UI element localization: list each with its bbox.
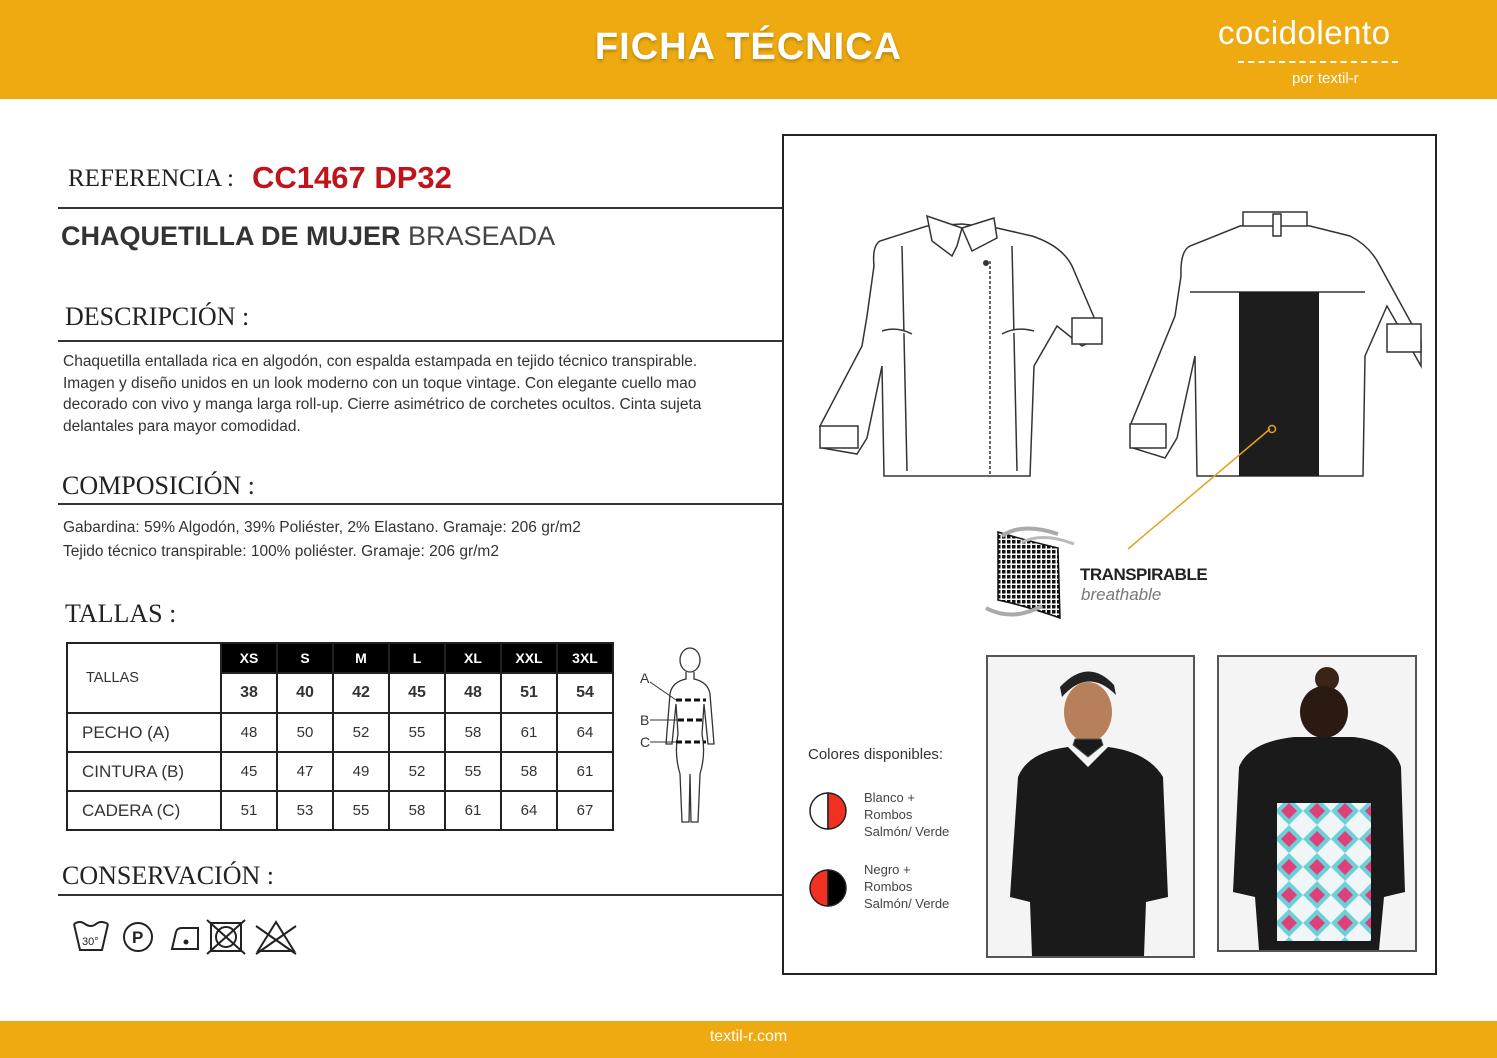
- measure-label-a: A: [640, 670, 650, 686]
- row-label: CINTURA (B): [67, 752, 221, 791]
- page-title: FICHA TÉCNICA: [594, 26, 903, 68]
- brand-logo: cocidolento: [1218, 14, 1391, 51]
- no-bleach-icon: [256, 922, 296, 954]
- front-jacket-outline: [820, 224, 1102, 476]
- table-cell: 48: [221, 713, 277, 752]
- dry-clean-letter: P: [132, 928, 144, 947]
- table-cell: 64: [557, 713, 613, 752]
- feature-subtitle: breathable: [1081, 585, 1162, 604]
- footer-link[interactable]: textil-r.com: [709, 1028, 788, 1045]
- table-cell: 61: [445, 791, 501, 830]
- care-heading: CONSERVACIÓN :: [62, 861, 274, 890]
- table-cell: 58: [389, 791, 445, 830]
- description-line: Chaquetilla entallada rica en algodón, con espalda estampada en tejido técnico transpirable.: [63, 353, 698, 370]
- size-number: 40: [277, 673, 333, 713]
- pointer-line: [1120, 425, 1280, 555]
- size-table-corner: TALLAS: [67, 643, 221, 713]
- size-number: 48: [445, 673, 501, 713]
- reference-value: CC1467 DP32: [252, 160, 452, 195]
- wash-temp: 30°: [82, 936, 99, 948]
- size-number: 45: [389, 673, 445, 713]
- table-cell: 55: [333, 791, 389, 830]
- back-model-illustration: [1219, 657, 1415, 950]
- color-option-1: [864, 789, 949, 840]
- size-label: XS: [221, 643, 277, 673]
- table-cell: 61: [501, 713, 557, 752]
- front-technical-drawing: [812, 206, 1112, 482]
- iron-low-icon: [172, 928, 198, 949]
- description-heading: DESCRIPCIÓN :: [65, 302, 250, 331]
- front-model-illustration: [988, 657, 1193, 956]
- table-cell: 55: [389, 713, 445, 752]
- model-head: [1300, 686, 1348, 738]
- logo-divider: [1238, 61, 1398, 63]
- color-swatch-black: [808, 868, 848, 908]
- table-cell: 67: [557, 791, 613, 830]
- model-argyle-panel: [1277, 803, 1371, 941]
- divider: [58, 503, 782, 505]
- figure-body: [666, 672, 714, 822]
- composition-line: Tejido técnico transpirable: 100% poliéster. Gramaje: 206 gr/m2: [63, 543, 499, 560]
- size-label: 3XL: [557, 643, 613, 673]
- description-line: Imagen y diseño unidos en un look moderno con un toque vintage. Con elegante cuello mao: [63, 374, 697, 392]
- size-label: L: [389, 643, 445, 673]
- table-cell: 64: [501, 791, 557, 830]
- care-icons: [70, 918, 300, 958]
- table-cell: 58: [445, 713, 501, 752]
- model-face: [1064, 682, 1112, 742]
- table-cell: 49: [333, 752, 389, 791]
- product-name-light: BRASEADA: [408, 221, 556, 251]
- description-text: [63, 351, 783, 437]
- table-cell: 45: [221, 752, 277, 791]
- dry-clean-p-icon: [124, 923, 152, 951]
- body-measure-figure: [636, 644, 736, 826]
- description-line: decorado con vivo y manga larga roll-up. Cierre asimétrico de corchetes ocultos. Cinta sujeta: [63, 396, 702, 413]
- divider: [58, 207, 782, 209]
- feature-title: TRANSPIRABLE: [1080, 565, 1208, 584]
- product-name-bold: CHAQUETILLA DE MUJER: [61, 221, 401, 251]
- size-label: XL: [445, 643, 501, 673]
- description-line: delantales para mayor comodidad.: [63, 417, 301, 435]
- table-cell: 51: [221, 791, 277, 830]
- table-row: [67, 713, 613, 752]
- color-label-line: Negro +: [864, 862, 911, 877]
- composition-text: [63, 516, 581, 564]
- measure-label-c: C: [640, 734, 651, 750]
- size-label: S: [277, 643, 333, 673]
- color-label-line: Salmón/ Verde: [864, 896, 950, 911]
- table-cell: 61: [557, 752, 613, 791]
- composition-line: Gabardina: 59% Algodón, 39% Poliéster, 2% Elastano. Gramaje: 206 gr/m2: [63, 519, 581, 536]
- color-option-2: [864, 861, 949, 912]
- color-label-line: Salmón/ Verde: [864, 824, 950, 839]
- colors-title: Colores disponibles:: [808, 746, 944, 763]
- sizes-heading: TALLAS :: [65, 599, 177, 628]
- table-cell: 52: [333, 713, 389, 752]
- back-hanger-tag: [1273, 214, 1281, 236]
- size-label: M: [333, 643, 389, 673]
- brand-logo-subtitle: por textil-r: [1292, 70, 1359, 87]
- divider: [58, 894, 782, 896]
- size-number: 38: [221, 673, 277, 713]
- no-tumble-dry-icon: [207, 920, 245, 954]
- table-cell: 58: [501, 752, 557, 791]
- table-cell: 53: [277, 791, 333, 830]
- front-photo: [986, 655, 1195, 958]
- figure-head: [680, 648, 700, 672]
- color-label-line: Rombos: [864, 807, 913, 822]
- table-row: [67, 752, 613, 791]
- product-name: [61, 221, 555, 252]
- table-cell: 55: [445, 752, 501, 791]
- size-number: 54: [557, 673, 613, 713]
- table-cell: 50: [277, 713, 333, 752]
- divider: [58, 340, 782, 342]
- color-swatch-white: [808, 791, 848, 831]
- row-label: PECHO (A): [67, 713, 221, 752]
- color-label-line: Blanco +: [864, 790, 915, 805]
- wash-30-icon: [74, 922, 108, 950]
- measure-label-b: B: [640, 712, 650, 728]
- table-cell: 52: [389, 752, 445, 791]
- back-photo: [1217, 655, 1417, 952]
- size-table: [66, 642, 614, 831]
- color-label-line: Rombos: [864, 879, 913, 894]
- model-jacket: [1010, 747, 1168, 956]
- composition-heading: COMPOSICIÓN :: [62, 471, 255, 500]
- table-row: [67, 791, 613, 830]
- table-cell: 47: [277, 752, 333, 791]
- row-label: CADERA (C): [67, 791, 221, 830]
- size-label: XXL: [501, 643, 557, 673]
- size-number: 42: [333, 673, 389, 713]
- reference-label: REFERENCIA :: [68, 165, 234, 192]
- front-button: [983, 260, 989, 266]
- size-number: 51: [501, 673, 557, 713]
- breathable-fabric-icon: [982, 520, 1078, 624]
